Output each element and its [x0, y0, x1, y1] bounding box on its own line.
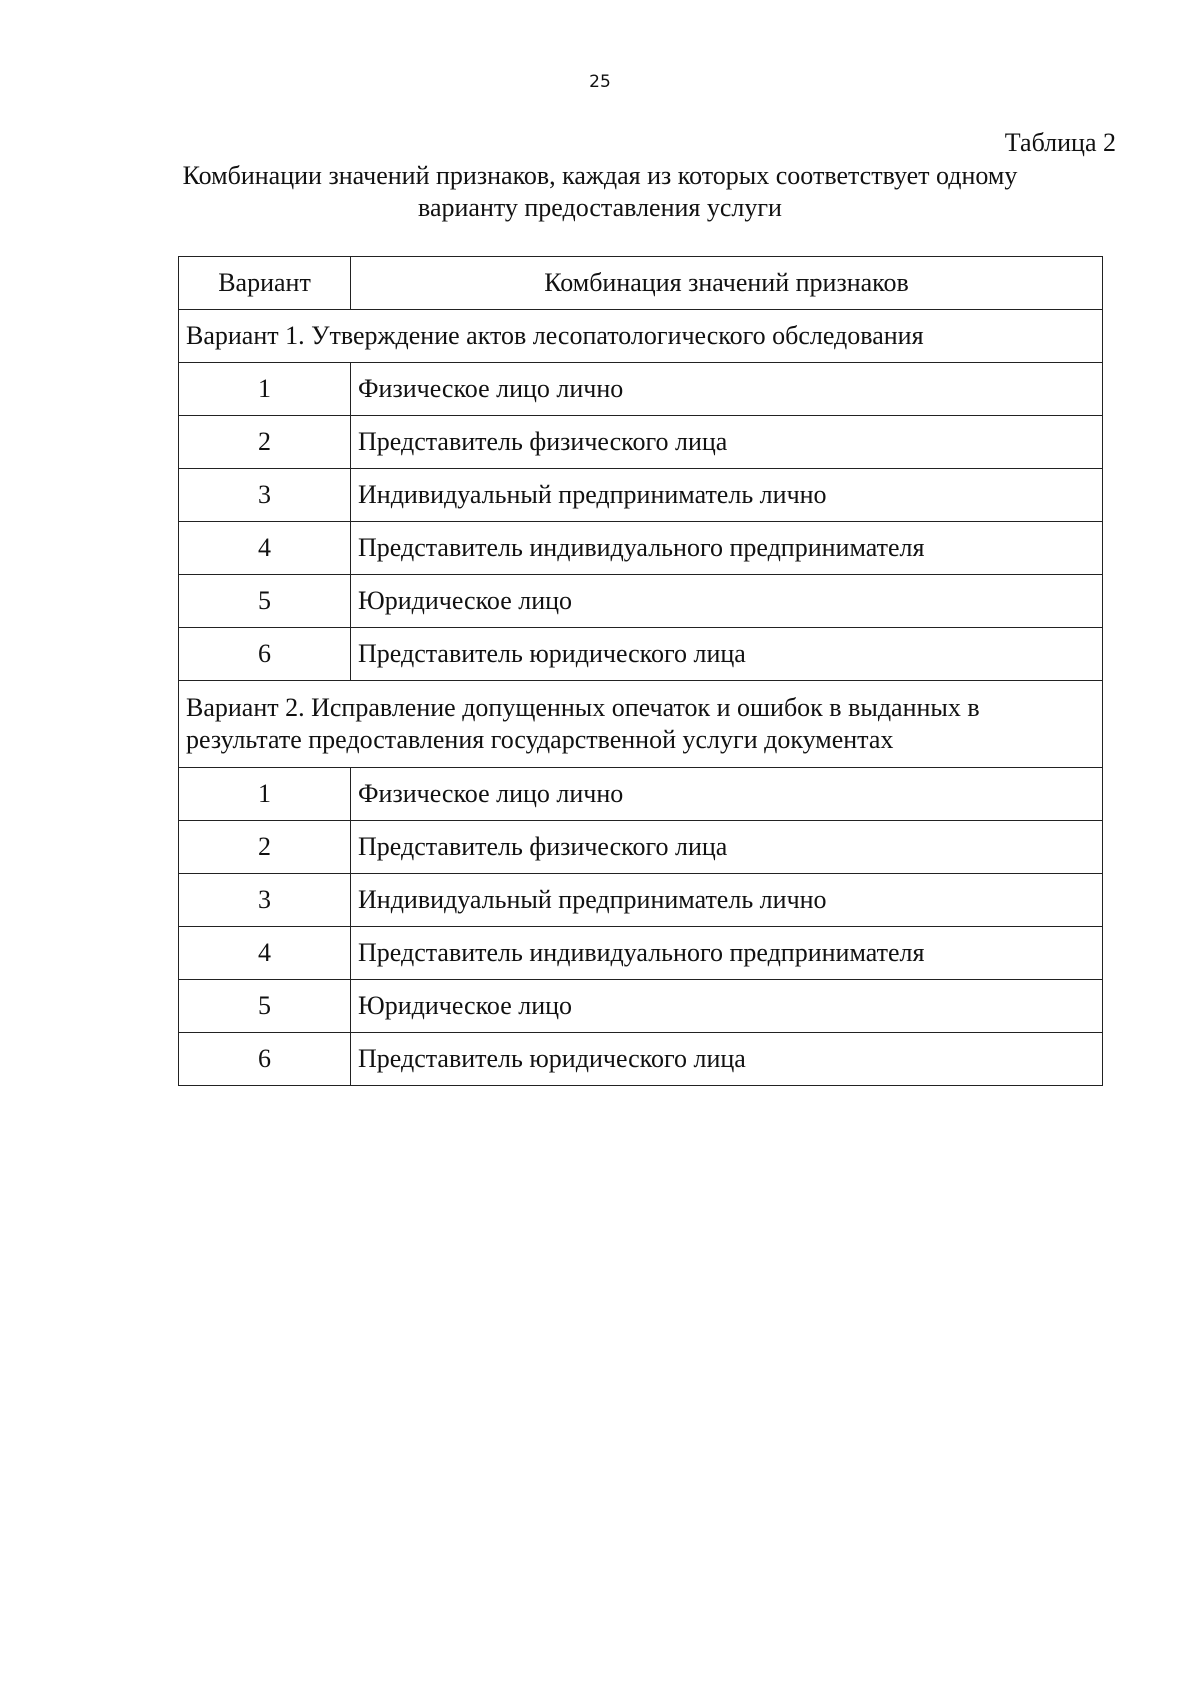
row-text: Индивидуальный предприниматель лично [351, 874, 1103, 927]
table-row [179, 874, 1103, 927]
table-header-row [179, 257, 1103, 310]
row-text: Физическое лицо лично [351, 363, 1103, 416]
table-caption-line-1: Комбинации значений признаков, каждая из которых соответствует одному [182, 161, 1018, 190]
group-title-1: Вариант 1. Утверждение актов лесопатологического обследования [179, 310, 1103, 363]
row-number: 3 [179, 469, 351, 522]
row-number: 6 [179, 628, 351, 681]
row-number: 2 [179, 821, 351, 874]
row-text: Юридическое лицо [351, 980, 1103, 1033]
group-title-2 [179, 681, 1103, 768]
row-text: Представитель юридического лица [351, 628, 1103, 681]
group-title-2-line-1: Вариант 2. Исправление допущенных опечаток и ошибок в выданных в [186, 693, 980, 722]
row-number: 4 [179, 927, 351, 980]
table-row [179, 768, 1103, 821]
row-text: Представитель индивидуального предпринимателя [351, 927, 1103, 980]
header-combination: Комбинация значений признаков [351, 257, 1103, 310]
group-row-1 [179, 310, 1103, 363]
row-text: Юридическое лицо [351, 575, 1103, 628]
row-text: Физическое лицо лично [351, 768, 1103, 821]
table-row [179, 980, 1103, 1033]
table-caption [150, 160, 1050, 224]
variants-table [178, 256, 1103, 1086]
row-number: 6 [179, 1033, 351, 1086]
table-row [179, 469, 1103, 522]
table-row [179, 522, 1103, 575]
row-text: Представитель физического лица [351, 416, 1103, 469]
row-number: 4 [179, 522, 351, 575]
header-variant: Вариант [179, 257, 351, 310]
row-text: Представитель юридического лица [351, 1033, 1103, 1086]
row-number: 5 [179, 575, 351, 628]
row-number: 3 [179, 874, 351, 927]
table-label: Таблица 2 [1004, 128, 1116, 157]
row-number: 2 [179, 416, 351, 469]
row-text: Индивидуальный предприниматель лично [351, 469, 1103, 522]
page-number: 25 [589, 72, 611, 92]
row-text: Представитель физического лица [351, 821, 1103, 874]
row-text: Представитель индивидуального предпринимателя [351, 522, 1103, 575]
table-caption-line-2: варианту предоставления услуги [418, 193, 782, 222]
table-row [179, 821, 1103, 874]
table-row [179, 575, 1103, 628]
table-row [179, 416, 1103, 469]
table-row [179, 1033, 1103, 1086]
group-title-2-line-2: результате предоставления государственной услуги документах [186, 725, 894, 754]
row-number: 5 [179, 980, 351, 1033]
table-row [179, 628, 1103, 681]
group-row-2 [179, 681, 1103, 768]
row-number: 1 [179, 768, 351, 821]
table-row [179, 927, 1103, 980]
table-row [179, 363, 1103, 416]
row-number: 1 [179, 363, 351, 416]
